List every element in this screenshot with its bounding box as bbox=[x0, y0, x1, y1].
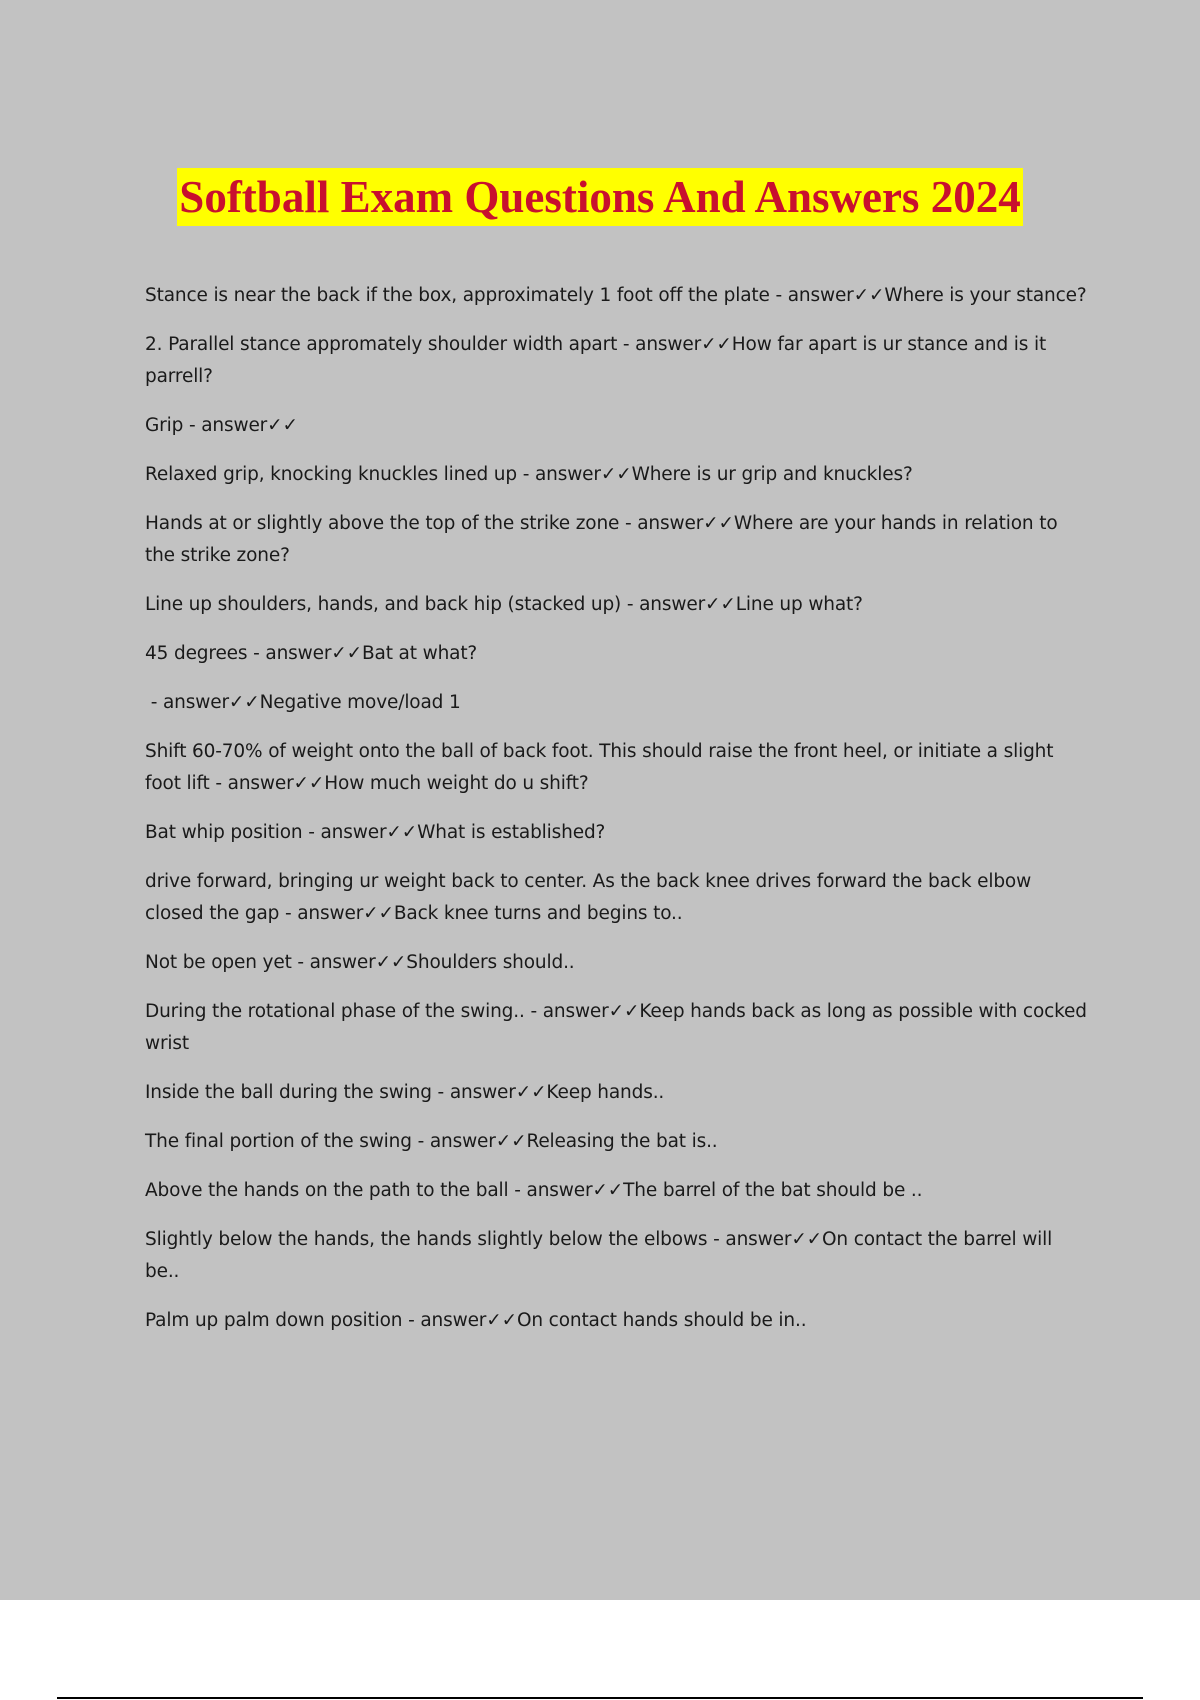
qa-item: Slightly below the hands, the hands slightly below the elbows - answer✓✓On contact the barrel will be.. bbox=[145, 1229, 1053, 1282]
qa-item: 45 degrees - answer✓✓Bat at what? bbox=[145, 643, 478, 664]
qa-item: Line up shoulders, hands, and back hip (stacked up) - answer✓✓Line up what? bbox=[145, 594, 863, 615]
qa-item: Grip - answer✓✓ bbox=[145, 415, 298, 436]
qa-item: drive forward, bringing ur weight back to center. As the back knee drives forward the back elbow closed the gap - answer✓✓Back knee turns and begins to.. bbox=[145, 871, 1032, 924]
qa-item: - answer✓✓Negative move/load 1 bbox=[145, 692, 461, 713]
qa-item: Not be open yet - answer✓✓Shoulders should.. bbox=[145, 952, 575, 973]
footer-divider bbox=[57, 1697, 1143, 1699]
qa-item: Hands at or slightly above the top of the strike zone - answer✓✓Where are your hands in relation to the strike zone? bbox=[145, 513, 1058, 566]
qa-item: Stance is near the back if the box, approximately 1 foot off the plate - answer✓✓Where is your stance? bbox=[145, 285, 1087, 306]
qa-item: Inside the ball during the swing - answer✓✓Keep hands.. bbox=[145, 1082, 665, 1103]
qa-item: Bat whip position - answer✓✓What is established? bbox=[145, 822, 606, 843]
qa-item: The final portion of the swing - answer✓✓Releasing the bat is.. bbox=[145, 1131, 718, 1152]
qa-item: 2. Parallel stance appromately shoulder width apart - answer✓✓How far apart is ur stance and is it parrell? bbox=[145, 334, 1047, 387]
qa-item: Relaxed grip, knocking knuckles lined up - answer✓✓Where is ur grip and knuckles? bbox=[145, 464, 913, 485]
document-title: Softball Exam Questions And Answers 2024 bbox=[177, 168, 1022, 226]
qa-item: Above the hands on the path to the ball - answer✓✓The barrel of the bat should be .. bbox=[145, 1180, 923, 1201]
qa-item: Palm up palm down position - answer✓✓On contact hands should be in.. bbox=[145, 1310, 807, 1331]
qa-item: Shift 60-70% of weight onto the ball of back foot. This should raise the front heel, or initiate a slight foot lift - answer✓✓How much weight do u shift? bbox=[145, 741, 1054, 794]
title-container bbox=[0, 168, 1200, 226]
qa-list bbox=[145, 280, 1090, 1354]
qa-item: During the rotational phase of the swing.. - answer✓✓Keep hands back as long as possible with cocked wrist bbox=[145, 1001, 1087, 1054]
